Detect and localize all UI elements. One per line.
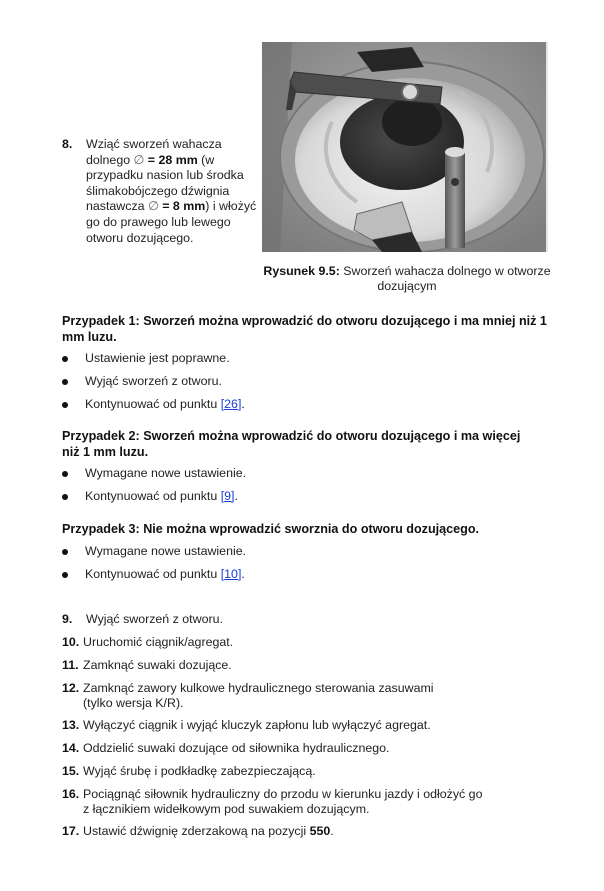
step-text: Wyjąć śrubę i podkładkę zabezpieczającą.	[83, 764, 316, 778]
step-8	[62, 137, 262, 246]
step-text: Uruchomić ciągnik/agregat.	[83, 635, 234, 649]
punctuation: .	[241, 567, 245, 581]
bullet-icon	[62, 494, 68, 500]
step-text-line2: z łącznikiem widełkowym pod suwakiem dozującym.	[83, 801, 370, 816]
list-item-text	[85, 397, 245, 412]
diameter-value: = 8 mm	[158, 199, 206, 214]
step-number: 17.	[62, 824, 80, 838]
diameter-symbol: ∅	[133, 152, 145, 167]
step-text: Zamknąć suwaki dozujące.	[83, 658, 232, 672]
list-item-text: Wymagane nowe ustawienie.	[85, 544, 247, 558]
bullet-icon	[62, 549, 68, 555]
step-text: Wyjąć sworzeń z otworu.	[86, 612, 223, 626]
list-item-text	[85, 489, 238, 504]
list-item-text: Ustawienie jest poprawne.	[85, 351, 230, 365]
link-step-9[interactable]: [9]	[220, 489, 235, 503]
diameter-symbol: ∅	[147, 199, 159, 214]
dosing-disc-image	[262, 42, 548, 252]
step-number: 11.	[62, 658, 79, 672]
punctuation: .	[241, 397, 245, 411]
bullet-icon	[62, 402, 68, 408]
step-text	[86, 137, 262, 246]
list-item-text-part: Kontynuować od punktu	[85, 397, 221, 411]
bullet-icon	[62, 471, 68, 477]
step-14	[62, 741, 542, 756]
step-text-part: (w przypadku nasion lub środka ślimakobójczego dźwignia nastawcza	[86, 152, 244, 214]
step-text: Wyłączyć ciągnik i wyjąć kluczyk zapłonu lub wyłączyć agregat.	[83, 718, 431, 732]
step-text	[83, 824, 542, 839]
punctuation: .	[234, 489, 238, 503]
list-item-text-part: Kontynuować od punktu	[85, 489, 221, 503]
figure-caption-text: Sworzeń wahacza dolnego w otworze dozującym	[343, 264, 551, 293]
position-value: 550	[309, 824, 331, 838]
list-item	[62, 466, 246, 481]
step-13	[62, 718, 542, 733]
case-2-title: Przypadek 2: Sworzeń można wprowadzić do otworu dozującego i ma więcej niż 1 mm luzu.	[62, 429, 521, 459]
step-text-line2: (tylko wersja K/R).	[83, 695, 184, 710]
step-number: 15.	[62, 764, 80, 778]
list-item-text	[85, 567, 245, 582]
list-item-text: Wymagane nowe ustawienie.	[85, 466, 247, 480]
step-15	[62, 764, 542, 779]
step-number: 8.	[62, 137, 73, 151]
step-12	[62, 681, 542, 710]
punctuation: .	[330, 824, 334, 838]
link-step-26[interactable]: [26]	[220, 397, 242, 411]
diameter-value: = 28 mm	[144, 152, 198, 167]
step-number: 14.	[62, 741, 80, 755]
list-item	[62, 544, 246, 559]
list-item-text-part: Kontynuować od punktu	[85, 567, 221, 581]
step-9	[62, 612, 542, 627]
list-item	[62, 567, 245, 582]
step-11	[62, 658, 542, 673]
bullet-icon	[62, 572, 68, 578]
step-text: Oddzielić suwaki dozujące od siłownika hydraulicznego.	[83, 741, 390, 755]
list-item-text: Wyjąć sworzeń z otworu.	[85, 374, 222, 388]
step-text-part: ) i włożyć go do prawego lub lewego otworu dozującego.	[86, 199, 257, 245]
step-number: 16.	[62, 787, 80, 801]
step-number: 12.	[62, 681, 80, 695]
list-item	[62, 397, 245, 412]
figure-caption	[262, 264, 552, 294]
step-number: 10.	[62, 635, 80, 649]
list-item	[62, 489, 238, 504]
bullet-icon	[62, 379, 68, 385]
link-step-10[interactable]: [10]	[220, 567, 242, 581]
figure-label: Rysunek 9.5:	[263, 264, 340, 278]
step-16	[62, 787, 542, 816]
step-number: 9.	[62, 612, 73, 626]
step-text-part: Ustawić dźwignię zderzakową na pozycji	[83, 824, 310, 838]
step-17	[62, 824, 542, 839]
step-number: 13.	[62, 718, 80, 732]
list-item	[62, 351, 230, 366]
step-text: Zamknąć zawory kulkowe hydraulicznego sterowania zasuwami	[83, 681, 434, 695]
case-3-title: Przypadek 3: Nie można wprowadzić sworznia do otworu dozującego.	[62, 522, 480, 536]
list-item	[62, 374, 222, 389]
figure-photo	[262, 42, 548, 252]
step-text-part: Wziąć sworzeń wahacza dolnego	[86, 137, 222, 167]
case-1-title: Przypadek 1: Sworzeń można wprowadzić do otworu dozującego i ma mniej niż 1 mm luzu.	[62, 314, 547, 344]
step-10	[62, 635, 542, 650]
step-text: Pociągnąć siłownik hydrauliczny do przodu w kierunku jazdy i odłożyć go	[83, 787, 483, 801]
bullet-icon	[62, 356, 68, 362]
